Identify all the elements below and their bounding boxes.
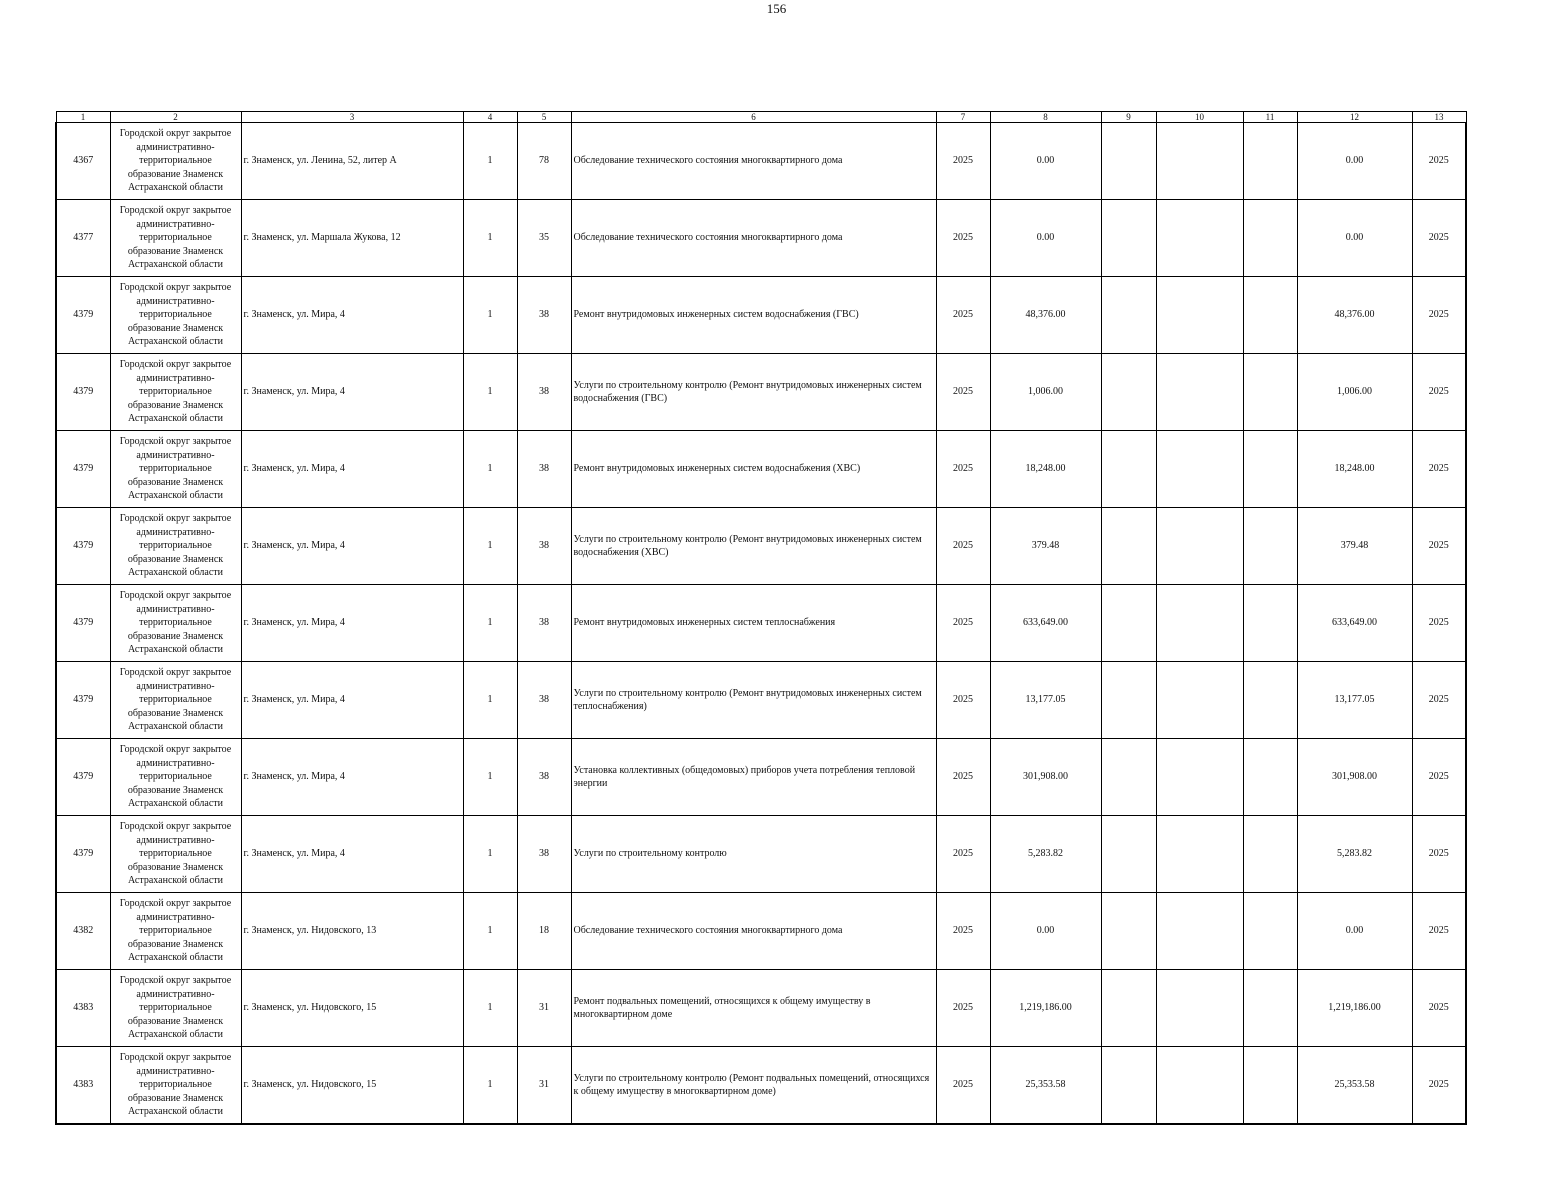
year-cell: 2025 <box>936 585 990 662</box>
fund-cost-cell: 18,248.00 <box>1297 431 1412 508</box>
municipality-cell: Городской округ закрытое административно-территориальное образование Знаменск Астраханской области <box>110 585 241 662</box>
address-cell: г. Знаменск, ул. Мира, 4 <box>241 585 463 662</box>
year-cell: 2025 <box>936 354 990 431</box>
house-id-cell: 4379 <box>56 585 110 662</box>
table-row <box>56 816 1466 893</box>
house-id-cell: 4382 <box>56 893 110 970</box>
program-table <box>55 111 1467 1125</box>
year-cell: 2025 <box>936 662 990 739</box>
total-cost-cell: 0.00 <box>990 123 1101 200</box>
col-4-cell: 1 <box>463 893 517 970</box>
house-id-cell: 4379 <box>56 354 110 431</box>
municipality-cell: Городской округ закрытое административно-территориальное образование Знаменск Астраханской области <box>110 354 241 431</box>
address-cell: г. Знаменск, ул. Маршала Жукова, 12 <box>241 200 463 277</box>
col-11-cell <box>1243 354 1297 431</box>
col-5-cell: 38 <box>517 354 571 431</box>
col-10-cell <box>1156 277 1243 354</box>
municipality-cell: Городской округ закрытое административно-территориальное образование Знаменск Астраханской области <box>110 970 241 1047</box>
fund-cost-cell: 48,376.00 <box>1297 277 1412 354</box>
year-cell: 2025 <box>936 1047 990 1125</box>
completion-year-cell: 2025 <box>1412 1047 1466 1125</box>
municipality-cell: Городской округ закрытое административно-территориальное образование Знаменск Астраханской области <box>110 200 241 277</box>
fund-cost-cell: 13,177.05 <box>1297 662 1412 739</box>
fund-cost-cell: 1,006.00 <box>1297 354 1412 431</box>
col-5-cell: 38 <box>517 508 571 585</box>
total-cost-cell: 379.48 <box>990 508 1101 585</box>
completion-year-cell: 2025 <box>1412 508 1466 585</box>
col-5-cell: 35 <box>517 200 571 277</box>
col-9-cell <box>1101 508 1156 585</box>
column-header: 12 <box>1297 112 1412 123</box>
address-cell: г. Знаменск, ул. Мира, 4 <box>241 431 463 508</box>
fund-cost-cell: 0.00 <box>1297 200 1412 277</box>
col-5-cell: 38 <box>517 431 571 508</box>
completion-year-cell: 2025 <box>1412 123 1466 200</box>
total-cost-cell: 25,353.58 <box>990 1047 1101 1125</box>
fund-cost-cell: 0.00 <box>1297 893 1412 970</box>
table-row <box>56 585 1466 662</box>
col-11-cell <box>1243 1047 1297 1125</box>
col-10-cell <box>1156 585 1243 662</box>
fund-cost-cell: 0.00 <box>1297 123 1412 200</box>
house-id-cell: 4379 <box>56 431 110 508</box>
column-header: 10 <box>1156 112 1243 123</box>
col-9-cell <box>1101 970 1156 1047</box>
total-cost-cell: 1,006.00 <box>990 354 1101 431</box>
col-10-cell <box>1156 354 1243 431</box>
total-cost-cell: 18,248.00 <box>990 431 1101 508</box>
table-row <box>56 893 1466 970</box>
table-row <box>56 123 1466 200</box>
col-9-cell <box>1101 662 1156 739</box>
table-row <box>56 508 1466 585</box>
col-4-cell: 1 <box>463 431 517 508</box>
house-id-cell: 4383 <box>56 1047 110 1125</box>
total-cost-cell: 633,649.00 <box>990 585 1101 662</box>
col-9-cell <box>1101 431 1156 508</box>
work-type-cell: Обследование технического состояния многоквартирного дома <box>571 893 936 970</box>
address-cell: г. Знаменск, ул. Нидовского, 15 <box>241 970 463 1047</box>
table-body <box>56 123 1466 1125</box>
municipality-cell: Городской округ закрытое административно-территориальное образование Знаменск Астраханской области <box>110 662 241 739</box>
work-type-cell: Услуги по строительному контролю (Ремонт внутридомовых инженерных систем водоснабжения (ГВС) <box>571 354 936 431</box>
address-cell: г. Знаменск, ул. Мира, 4 <box>241 662 463 739</box>
municipality-cell: Городской округ закрытое административно-территориальное образование Знаменск Астраханской области <box>110 431 241 508</box>
col-5-cell: 31 <box>517 970 571 1047</box>
municipality-cell: Городской округ закрытое административно-территориальное образование Знаменск Астраханской области <box>110 277 241 354</box>
col-10-cell <box>1156 123 1243 200</box>
col-4-cell: 1 <box>463 123 517 200</box>
total-cost-cell: 0.00 <box>990 200 1101 277</box>
year-cell: 2025 <box>936 970 990 1047</box>
municipality-cell: Городской округ закрытое административно-территориальное образование Знаменск Астраханской области <box>110 123 241 200</box>
col-9-cell <box>1101 739 1156 816</box>
col-4-cell: 1 <box>463 277 517 354</box>
col-10-cell <box>1156 816 1243 893</box>
col-11-cell <box>1243 970 1297 1047</box>
total-cost-cell: 5,283.82 <box>990 816 1101 893</box>
year-cell: 2025 <box>936 431 990 508</box>
work-type-cell: Ремонт внутридомовых инженерных систем водоснабжения (ГВС) <box>571 277 936 354</box>
table-row <box>56 739 1466 816</box>
col-10-cell <box>1156 508 1243 585</box>
address-cell: г. Знаменск, ул. Мира, 4 <box>241 354 463 431</box>
col-5-cell: 78 <box>517 123 571 200</box>
col-11-cell <box>1243 508 1297 585</box>
table-row <box>56 200 1466 277</box>
completion-year-cell: 2025 <box>1412 277 1466 354</box>
house-id-cell: 4377 <box>56 200 110 277</box>
col-4-cell: 1 <box>463 739 517 816</box>
col-11-cell <box>1243 893 1297 970</box>
col-9-cell <box>1101 1047 1156 1125</box>
fund-cost-cell: 379.48 <box>1297 508 1412 585</box>
table-row <box>56 970 1466 1047</box>
col-10-cell <box>1156 431 1243 508</box>
table-row <box>56 1047 1466 1125</box>
fund-cost-cell: 5,283.82 <box>1297 816 1412 893</box>
col-9-cell <box>1101 354 1156 431</box>
total-cost-cell: 0.00 <box>990 893 1101 970</box>
column-number-row <box>56 112 1466 123</box>
work-type-cell: Обследование технического состояния многоквартирного дома <box>571 123 936 200</box>
year-cell: 2025 <box>936 277 990 354</box>
total-cost-cell: 301,908.00 <box>990 739 1101 816</box>
year-cell: 2025 <box>936 508 990 585</box>
column-header: 11 <box>1243 112 1297 123</box>
col-10-cell <box>1156 662 1243 739</box>
col-11-cell <box>1243 816 1297 893</box>
column-header: 8 <box>990 112 1101 123</box>
col-5-cell: 38 <box>517 816 571 893</box>
municipality-cell: Городской округ закрытое административно-территориальное образование Знаменск Астраханской области <box>110 893 241 970</box>
year-cell: 2025 <box>936 123 990 200</box>
house-id-cell: 4367 <box>56 123 110 200</box>
col-11-cell <box>1243 277 1297 354</box>
col-5-cell: 18 <box>517 893 571 970</box>
address-cell: г. Знаменск, ул. Мира, 4 <box>241 508 463 585</box>
total-cost-cell: 13,177.05 <box>990 662 1101 739</box>
col-4-cell: 1 <box>463 585 517 662</box>
col-9-cell <box>1101 816 1156 893</box>
col-4-cell: 1 <box>463 816 517 893</box>
work-type-cell: Ремонт внутридомовых инженерных систем теплоснабжения <box>571 585 936 662</box>
work-type-cell: Обследование технического состояния многоквартирного дома <box>571 200 936 277</box>
total-cost-cell: 1,219,186.00 <box>990 970 1101 1047</box>
fund-cost-cell: 301,908.00 <box>1297 739 1412 816</box>
year-cell: 2025 <box>936 816 990 893</box>
col-9-cell <box>1101 277 1156 354</box>
completion-year-cell: 2025 <box>1412 200 1466 277</box>
col-10-cell <box>1156 1047 1243 1125</box>
col-10-cell <box>1156 893 1243 970</box>
completion-year-cell: 2025 <box>1412 816 1466 893</box>
table-row <box>56 431 1466 508</box>
column-header: 1 <box>56 112 110 123</box>
completion-year-cell: 2025 <box>1412 431 1466 508</box>
column-header: 9 <box>1101 112 1156 123</box>
completion-year-cell: 2025 <box>1412 354 1466 431</box>
total-cost-cell: 48,376.00 <box>990 277 1101 354</box>
work-type-cell: Услуги по строительному контролю <box>571 816 936 893</box>
house-id-cell: 4379 <box>56 508 110 585</box>
completion-year-cell: 2025 <box>1412 970 1466 1047</box>
col-5-cell: 38 <box>517 277 571 354</box>
column-header: 3 <box>241 112 463 123</box>
address-cell: г. Знаменск, ул. Ленина, 52, литер А <box>241 123 463 200</box>
col-10-cell <box>1156 970 1243 1047</box>
col-9-cell <box>1101 585 1156 662</box>
fund-cost-cell: 25,353.58 <box>1297 1047 1412 1125</box>
col-5-cell: 38 <box>517 585 571 662</box>
work-type-cell: Услуги по строительному контролю (Ремонт внутридомовых инженерных систем водоснабжения (ХВС) <box>571 508 936 585</box>
municipality-cell: Городской округ закрытое административно-территориальное образование Знаменск Астраханской области <box>110 508 241 585</box>
col-11-cell <box>1243 123 1297 200</box>
col-4-cell: 1 <box>463 200 517 277</box>
column-header: 4 <box>463 112 517 123</box>
col-4-cell: 1 <box>463 354 517 431</box>
col-11-cell <box>1243 739 1297 816</box>
address-cell: г. Знаменск, ул. Мира, 4 <box>241 277 463 354</box>
work-type-cell: Ремонт подвальных помещений, относящихся к общему имуществу в многоквартирном доме <box>571 970 936 1047</box>
col-10-cell <box>1156 200 1243 277</box>
column-header: 13 <box>1412 112 1466 123</box>
col-5-cell: 31 <box>517 1047 571 1125</box>
house-id-cell: 4379 <box>56 662 110 739</box>
col-4-cell: 1 <box>463 508 517 585</box>
house-id-cell: 4379 <box>56 739 110 816</box>
table-row <box>56 277 1466 354</box>
work-type-cell: Услуги по строительному контролю (Ремонт внутридомовых инженерных систем теплоснабжения) <box>571 662 936 739</box>
address-cell: г. Знаменск, ул. Мира, 4 <box>241 739 463 816</box>
col-4-cell: 1 <box>463 1047 517 1125</box>
column-header: 5 <box>517 112 571 123</box>
table-row <box>56 662 1466 739</box>
col-11-cell <box>1243 431 1297 508</box>
completion-year-cell: 2025 <box>1412 585 1466 662</box>
municipality-cell: Городской округ закрытое административно-территориальное образование Знаменск Астраханской области <box>110 816 241 893</box>
house-id-cell: 4379 <box>56 277 110 354</box>
year-cell: 2025 <box>936 893 990 970</box>
col-9-cell <box>1101 123 1156 200</box>
address-cell: г. Знаменск, ул. Нидовского, 13 <box>241 893 463 970</box>
table-row <box>56 354 1466 431</box>
page-number: 156 <box>766 1 787 16</box>
col-11-cell <box>1243 585 1297 662</box>
municipality-cell: Городской округ закрытое административно-территориальное образование Знаменск Астраханской области <box>110 739 241 816</box>
work-type-cell: Услуги по строительному контролю (Ремонт подвальных помещений, относящихся к общему имуществу в многоквартирном доме) <box>571 1047 936 1125</box>
address-cell: г. Знаменск, ул. Нидовского, 15 <box>241 1047 463 1125</box>
col-4-cell: 1 <box>463 970 517 1047</box>
house-id-cell: 4383 <box>56 970 110 1047</box>
fund-cost-cell: 1,219,186.00 <box>1297 970 1412 1047</box>
work-type-cell: Установка коллективных (общедомовых) приборов учета потребления тепловой энергии <box>571 739 936 816</box>
year-cell: 2025 <box>936 739 990 816</box>
col-5-cell: 38 <box>517 739 571 816</box>
col-9-cell <box>1101 200 1156 277</box>
completion-year-cell: 2025 <box>1412 893 1466 970</box>
col-10-cell <box>1156 739 1243 816</box>
col-4-cell: 1 <box>463 662 517 739</box>
year-cell: 2025 <box>936 200 990 277</box>
column-header: 6 <box>571 112 936 123</box>
col-9-cell <box>1101 893 1156 970</box>
completion-year-cell: 2025 <box>1412 739 1466 816</box>
fund-cost-cell: 633,649.00 <box>1297 585 1412 662</box>
address-cell: г. Знаменск, ул. Мира, 4 <box>241 816 463 893</box>
completion-year-cell: 2025 <box>1412 662 1466 739</box>
house-id-cell: 4379 <box>56 816 110 893</box>
col-11-cell <box>1243 200 1297 277</box>
col-5-cell: 38 <box>517 662 571 739</box>
work-type-cell: Ремонт внутридомовых инженерных систем водоснабжения (ХВС) <box>571 431 936 508</box>
col-11-cell <box>1243 662 1297 739</box>
column-header: 7 <box>936 112 990 123</box>
column-header: 2 <box>110 112 241 123</box>
municipality-cell: Городской округ закрытое административно-территориальное образование Знаменск Астраханской области <box>110 1047 241 1125</box>
